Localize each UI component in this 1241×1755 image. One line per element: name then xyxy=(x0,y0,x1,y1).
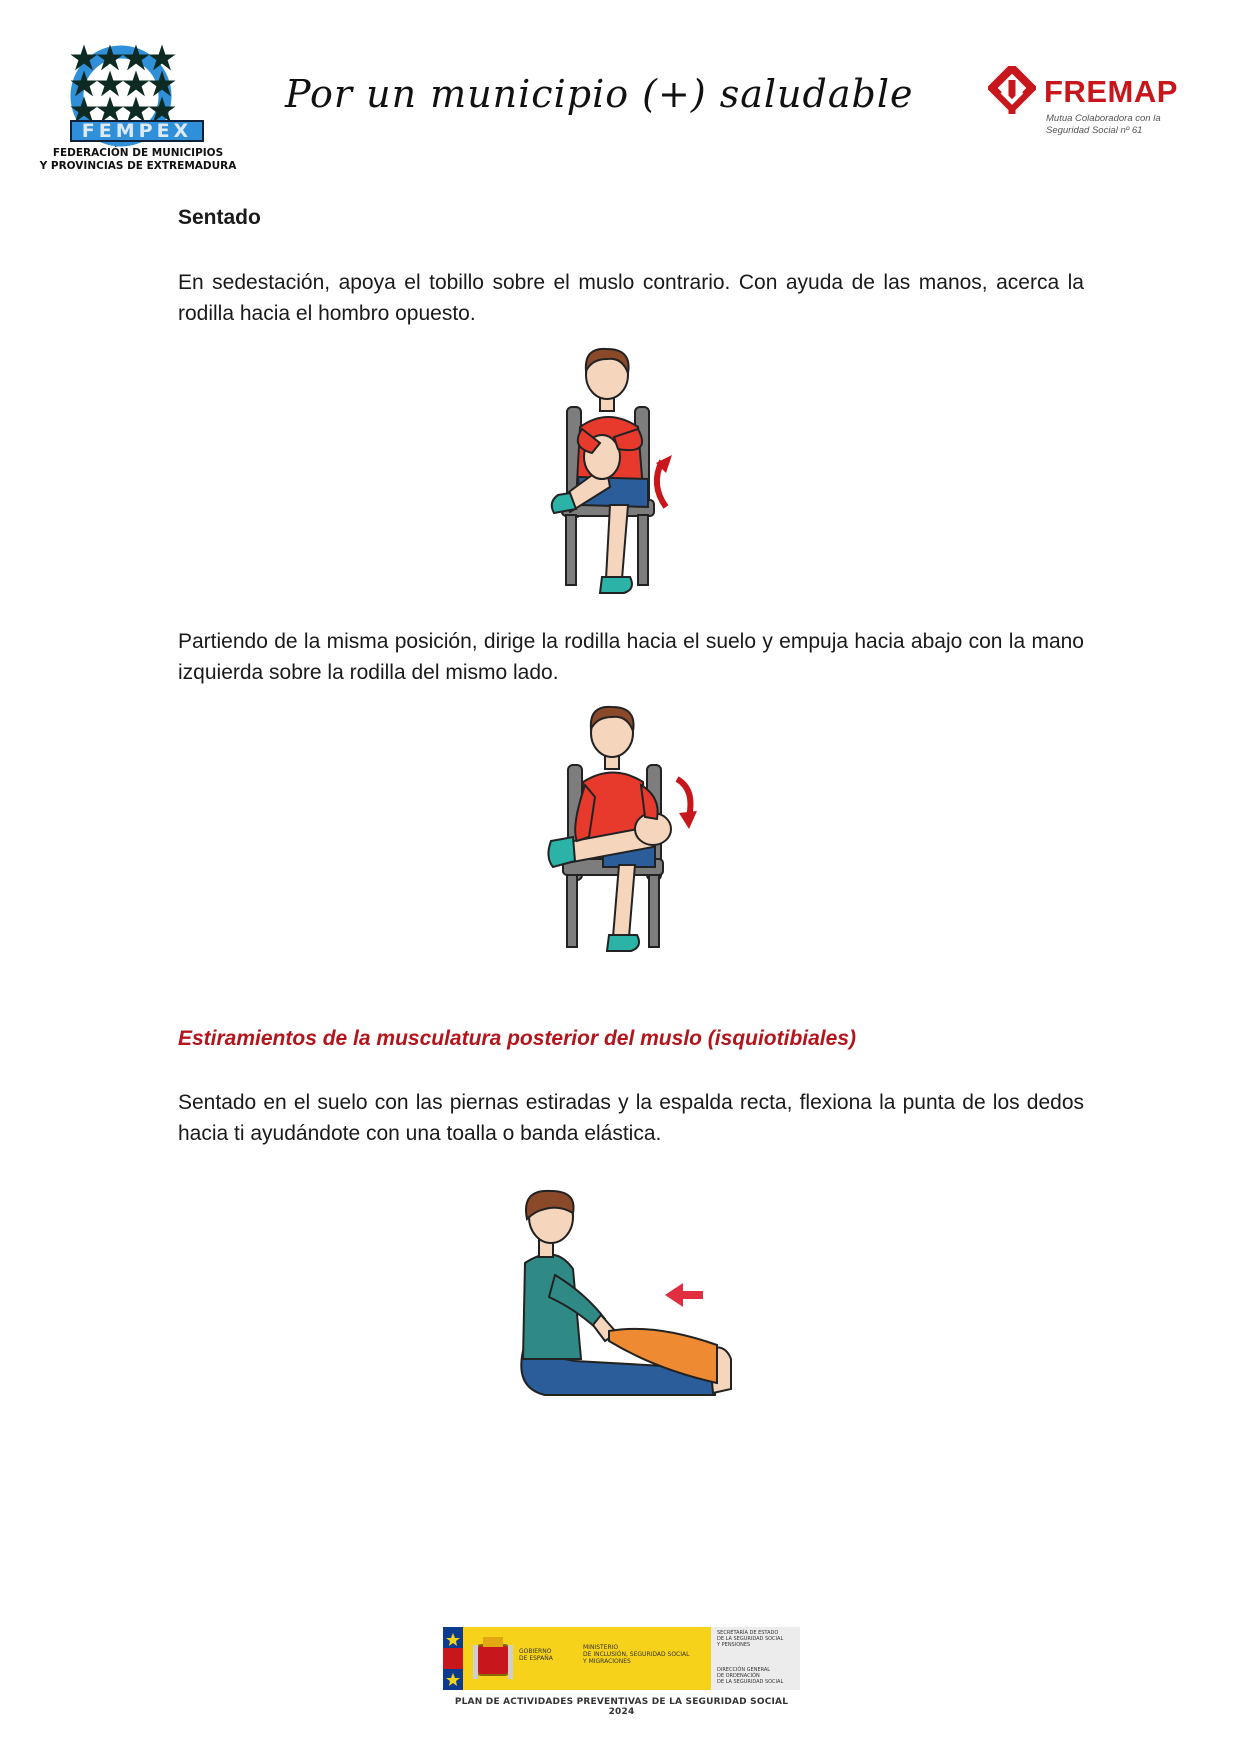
fremap-subtitle xyxy=(1046,113,1161,137)
fremap-wordmark: FREMAP xyxy=(1044,74,1178,109)
footer-direccion-line1: DIRECCIÓN GENERAL xyxy=(717,1667,771,1673)
eu-flag-strip xyxy=(443,1627,463,1690)
footer-gov-line1: GOBIERNO xyxy=(519,1648,552,1655)
subsection-heading: Estiramientos de la musculatura posterior del muslo (isquiotibiales) xyxy=(178,1027,856,1050)
fremap-subtitle-line2: Seguridad Social nº 61 xyxy=(1046,125,1143,136)
fempex-caption-line1: FEDERACIÓN DE MUNICIPIOS xyxy=(52,147,224,159)
footer-ministry-line2: DE INCLUSIÓN, SEGURIDAD SOCIAL xyxy=(583,1651,690,1658)
footer-direccion-line2: DE ORDENACIÓN xyxy=(717,1673,760,1679)
fempex-caption-line2: Y PROVINCIAS DE EXTREMADURA xyxy=(39,160,237,172)
exercise-illustration-2 xyxy=(543,697,713,967)
paragraph-2: Partiendo de la misma posición, dirige la rodilla hacia el suelo y empuja hacia abajo con la mano izquierda sobre la rodilla del mismo lado. xyxy=(178,630,1084,684)
footer-ministry-line3: Y MIGRACIONES xyxy=(583,1658,631,1665)
section-heading: Sentado xyxy=(178,206,261,229)
exercise-illustration-1 xyxy=(540,337,696,607)
footer-secretaria-text xyxy=(717,1630,783,1648)
footer-direccion-line3: DE LA SEGURIDAD SOCIAL xyxy=(717,1679,784,1685)
footer-secretaria-line1: SECRETARÍA DE ESTADO xyxy=(717,1630,779,1636)
spain-coat-of-arms-icon xyxy=(473,1635,513,1683)
footer-grey-panel xyxy=(711,1627,800,1690)
footer-ministry-text xyxy=(583,1644,689,1665)
footer-secretaria-line2: DE LA SEGURIDAD SOCIAL xyxy=(717,1636,784,1642)
footer-gov-text xyxy=(519,1648,553,1662)
footer-secretaria-line3: Y PENSIONES xyxy=(717,1642,751,1648)
fremap-logo-icon xyxy=(988,66,1036,116)
footer-plan-label: PLAN DE ACTIVIDADES PREVENTIVAS DE LA SEGURIDAD SOCIAL 2024 xyxy=(454,1697,789,1717)
fremap-subtitle-line1: Mutua Colaboradora con la xyxy=(1046,113,1161,124)
paragraph-1: En sedestación, apoya el tobillo sobre el muslo contrario. Con ayuda de las manos, acerca la rodilla hacia el hombro opuesto. xyxy=(178,271,1084,325)
page-title: Por un municipio (+) saludable xyxy=(285,72,914,116)
footer-ministry-line1: MINISTERIO xyxy=(583,1644,619,1651)
fempex-caption xyxy=(38,147,238,173)
footer-gov-line2: DE ESPAÑA xyxy=(519,1655,553,1662)
footer-banner xyxy=(443,1627,800,1719)
exercise-illustration-3 xyxy=(505,1183,745,1407)
footer-direccion-text xyxy=(717,1667,783,1685)
fempex-wordmark: FEMPEX xyxy=(70,120,204,142)
paragraph-3: Sentado en el suelo con las piernas estiradas y la espalda recta, flexiona la punta de los dedos hacia ti ayudándote con una toalla o banda elástica. xyxy=(178,1091,1084,1145)
